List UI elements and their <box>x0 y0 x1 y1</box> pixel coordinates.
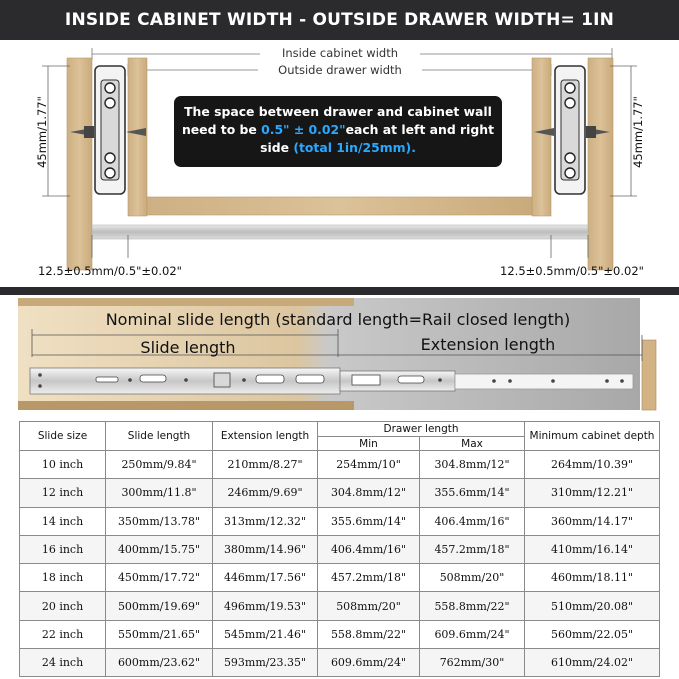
cell-extension-length: 545mm/21.46" <box>213 620 318 648</box>
cell-drawer-min: 457.2mm/18" <box>318 564 420 592</box>
callout-line-2 <box>174 121 502 139</box>
table-row <box>20 535 660 563</box>
cell-extension-length: 593mm/23.35" <box>213 649 318 677</box>
header-extension-length: Extension length <box>213 422 318 451</box>
cell-extension-length: 496mm/19.53" <box>213 592 318 620</box>
cell-drawer-min: 508mm/20" <box>318 592 420 620</box>
slide-extension-diagram <box>0 295 679 415</box>
extension-length-label: Extension length <box>420 335 556 354</box>
cell-slide-length: 450mm/17.72" <box>106 564 213 592</box>
header-slide-length: Slide length <box>106 422 213 451</box>
outside-drawer-width-label: Outside drawer width <box>278 63 402 77</box>
cell-slide-size: 20 inch <box>20 592 106 620</box>
cell-drawer-max: 406.4mm/16" <box>420 507 525 535</box>
cell-slide-length: 350mm/13.78" <box>106 507 213 535</box>
cell-drawer-max: 508mm/20" <box>420 564 525 592</box>
cell-slide-length: 400mm/15.75" <box>106 535 213 563</box>
cell-min-cabinet-depth: 310mm/12.21" <box>525 479 660 507</box>
section-divider <box>0 287 679 295</box>
table-row <box>20 451 660 479</box>
cell-slide-size: 10 inch <box>20 451 106 479</box>
cell-drawer-min: 558.8mm/22" <box>318 620 420 648</box>
cell-extension-length: 210mm/8.27" <box>213 451 318 479</box>
cell-drawer-min: 304.8mm/12" <box>318 479 420 507</box>
cell-slide-length: 500mm/19.69" <box>106 592 213 620</box>
table-row <box>20 620 660 648</box>
cell-drawer-min: 609.6mm/24" <box>318 649 420 677</box>
banner-title: INSIDE CABINET WIDTH - OUTSIDE DRAWER WIDTH= 1IN <box>0 0 679 40</box>
cell-drawer-min: 406.4mm/16" <box>318 535 420 563</box>
cell-slide-length: 600mm/23.62" <box>106 649 213 677</box>
height-label-right: 45mm/1.77" <box>631 96 645 168</box>
left-cabinet-wall <box>67 58 92 270</box>
cell-min-cabinet-depth: 460mm/18.11" <box>525 564 660 592</box>
header-slide-size: Slide size <box>20 422 106 451</box>
table-row <box>20 649 660 677</box>
inside-cabinet-width-label: Inside cabinet width <box>282 46 398 60</box>
table-row <box>20 564 660 592</box>
cell-drawer-max: 558.8mm/22" <box>420 592 525 620</box>
drawer-front-panel <box>642 340 656 410</box>
cell-extension-length: 380mm/14.96" <box>213 535 318 563</box>
callout-tolerance: 0.5" ± 0.02" <box>261 122 346 137</box>
callout-line-1: The space between drawer and cabinet wall <box>184 104 492 119</box>
callout-line-2-tail: each at left and right <box>345 122 495 137</box>
cell-slide-length: 250mm/9.84" <box>106 451 213 479</box>
cell-min-cabinet-depth: 560mm/22.05" <box>525 620 660 648</box>
cell-min-cabinet-depth: 610mm/24.02" <box>525 649 660 677</box>
cell-drawer-max: 355.6mm/14" <box>420 479 525 507</box>
cell-drawer-max: 457.2mm/18" <box>420 535 525 563</box>
drawer-bottom <box>147 197 532 215</box>
cell-drawer-max: 304.8mm/12" <box>420 451 525 479</box>
cell-drawer-min: 355.6mm/14" <box>318 507 420 535</box>
cell-drawer-min: 254mm/10" <box>318 451 420 479</box>
header-drawer-min: Min <box>318 437 420 451</box>
drawer-right-side <box>532 58 551 216</box>
slide-size-table <box>19 421 660 677</box>
gap-label-left: 12.5±0.5mm/0.5"±0.02" <box>38 264 182 278</box>
callout-line-3 <box>174 139 502 157</box>
callout-line-3-text: side <box>260 140 294 155</box>
cell-min-cabinet-depth: 264mm/10.39" <box>525 451 660 479</box>
table-row <box>20 592 660 620</box>
cell-drawer-max: 762mm/30" <box>420 649 525 677</box>
cell-min-cabinet-depth: 410mm/16.14" <box>525 535 660 563</box>
cell-slide-length: 300mm/11.8" <box>106 479 213 507</box>
header-drawer-max: Max <box>420 437 525 451</box>
height-label-left: 45mm/1.77" <box>35 96 49 168</box>
cell-slide-size: 22 inch <box>20 620 106 648</box>
gap-label-right: 12.5±0.5mm/0.5"±0.02" <box>500 264 644 278</box>
table-row <box>20 507 660 535</box>
spacing-callout <box>174 96 502 167</box>
cell-slide-size: 14 inch <box>20 507 106 535</box>
slide-size-table-wrapper <box>19 421 659 677</box>
callout-line-2-text: need to be <box>181 122 262 137</box>
header-drawer-length: Drawer length <box>318 422 525 437</box>
slide-length-label: Slide length <box>140 338 236 357</box>
table-row <box>20 479 660 507</box>
cell-slide-size: 12 inch <box>20 479 106 507</box>
cell-slide-size: 16 inch <box>20 535 106 563</box>
callout-total: (total 1in/25mm). <box>293 140 416 155</box>
right-cabinet-wall <box>588 58 613 270</box>
header-min-cabinet-depth: Minimum cabinet depth <box>525 422 660 451</box>
drawer-left-side <box>128 58 147 216</box>
nominal-slide-length-label: Nominal slide length (standard length=Rail closed length) <box>105 310 571 329</box>
cell-slide-size: 18 inch <box>20 564 106 592</box>
cell-extension-length: 246mm/9.69" <box>213 479 318 507</box>
cell-extension-length: 313mm/12.32" <box>213 507 318 535</box>
cell-drawer-max: 609.6mm/24" <box>420 620 525 648</box>
cell-min-cabinet-depth: 510mm/20.08" <box>525 592 660 620</box>
cell-slide-length: 550mm/21.65" <box>106 620 213 648</box>
cell-extension-length: 446mm/17.56" <box>213 564 318 592</box>
cell-min-cabinet-depth: 360mm/14.17" <box>525 507 660 535</box>
cell-slide-size: 24 inch <box>20 649 106 677</box>
cabinet-shelf <box>92 225 588 239</box>
